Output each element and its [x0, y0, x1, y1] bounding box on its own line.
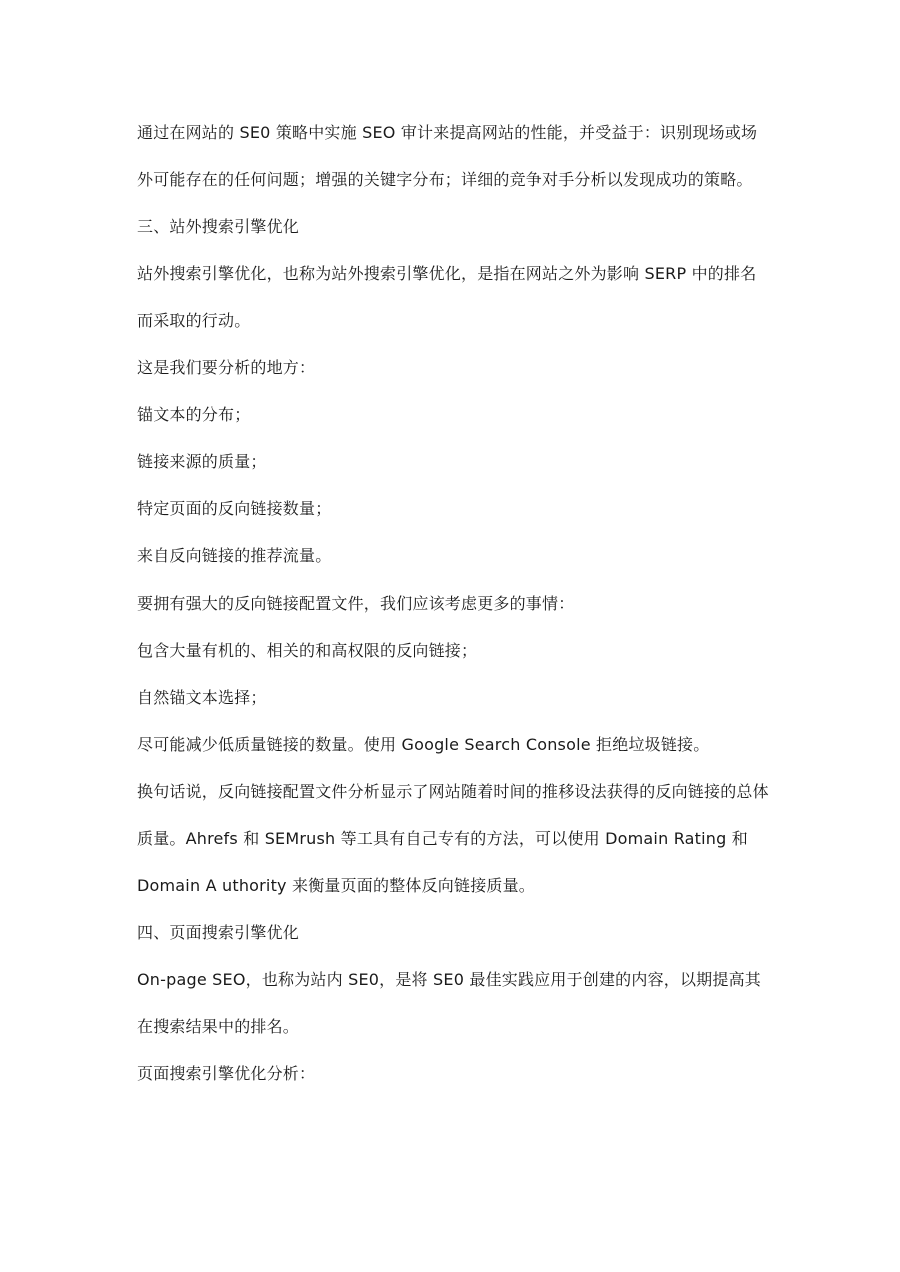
- list-item: 锚文本的分布；: [137, 405, 251, 424]
- paragraph-line: 站外搜索引擎优化，也称为站外搜索引擎优化，是指在网站之外为影响 SERP 中的排名: [137, 264, 757, 283]
- paragraph-line: 通过在网站的 SE0 策略中实施 SEO 审计来提高网站的性能，并受益于：识别现场或场: [137, 123, 758, 142]
- list-item: 特定页面的反向链接数量；: [137, 499, 332, 518]
- paragraph-line: 要拥有强大的反向链接配置文件，我们应该考虑更多的事情：: [137, 594, 575, 613]
- section-heading: 四、页面搜索引擎优化: [137, 923, 300, 942]
- paragraph-line: Domain A uthority 来衡量页面的整体反向链接质量。: [137, 876, 535, 895]
- list-item: 自然锚文本选择；: [137, 688, 267, 707]
- list-item: 尽可能减少低质量链接的数量。使用 Google Search Console 拒绝垃圾链接。: [137, 735, 710, 754]
- list-item: 包含大量有机的、相关的和高权限的反向链接；: [137, 641, 478, 660]
- paragraph-line: 这是我们要分析的地方：: [137, 358, 316, 377]
- paragraph-line: 质量。Ahrefs 和 SEMrush 等工具有自己专有的方法，可以使用 Domain Rating 和: [137, 829, 748, 848]
- paragraph-line: On-page SEO，也称为站内 SE0，是将 SE0 最佳实践应用于创建的内容，以期提高其: [137, 970, 761, 989]
- list-item: 来自反向链接的推荐流量。: [137, 546, 332, 565]
- section-heading: 三、站外搜索引擎优化: [137, 217, 300, 236]
- paragraph-line: 外可能存在的任何问题；增强的关键字分布；详细的竞争对手分析以发现成功的策略。: [137, 170, 753, 189]
- list-item: 链接来源的质量；: [137, 452, 267, 471]
- paragraph-line: 而采取的行动。: [137, 311, 251, 330]
- paragraph-line: 在搜索结果中的排名。: [137, 1017, 300, 1036]
- paragraph-line: 页面搜索引擎优化分析：: [137, 1064, 316, 1083]
- paragraph-line: 换句话说，反向链接配置文件分析显示了网站随着时间的推移设法获得的反向链接的总体: [137, 782, 769, 801]
